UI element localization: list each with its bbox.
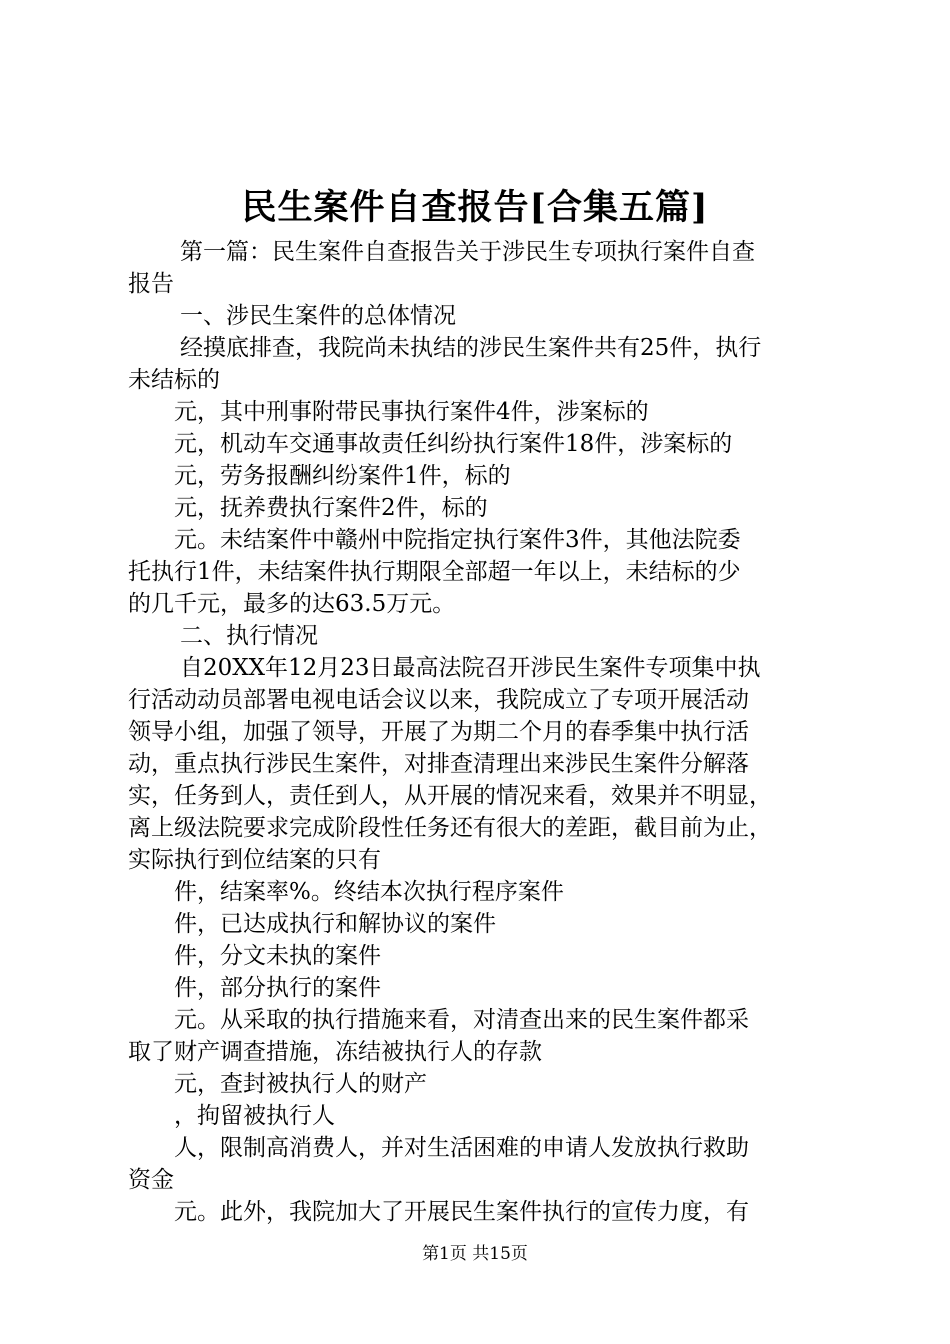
- text-line: 经摸底排查，我院尚未执结的涉民生案件共有25件，执行: [180, 335, 762, 361]
- section-heading: 一、涉民生案件的总体情况: [180, 303, 456, 329]
- text-line: 件，已达成执行和解协议的案件: [174, 911, 496, 937]
- document-title: 民生案件自查报告[合集五篇]: [241, 187, 709, 228]
- text-line: 元，机动车交通事故责任纠纷执行案件18件，涉案标的: [174, 431, 733, 457]
- text-line: 领导小组，加强了领导，开展了为期二个月的春季集中执行活: [128, 719, 749, 745]
- text-line: 元。未结案件中赣州中院指定执行案件3件，其他法院委: [174, 527, 741, 553]
- text-line: 元，劳务报酬纠纷案件1件，标的: [174, 463, 511, 489]
- text-line: 元，查封被执行人的财产: [174, 1071, 427, 1097]
- text-line: 第一篇：民生案件自查报告关于涉民生专项执行案件自查: [180, 239, 755, 265]
- text-line: 的几千元，最多的达63.5万元。: [128, 591, 456, 617]
- text-line: 托执行1件，未结案件执行期限全部超一年以上，未结标的少: [128, 559, 741, 585]
- text-line: 件，部分执行的案件: [174, 975, 381, 1001]
- text-line: 离上级法院要求完成阶段性任务还有很大的差距，截目前为止，: [128, 815, 772, 841]
- text-line: 元。从采取的执行措施来看，对清查出来的民生案件都采: [174, 1007, 749, 1033]
- section-heading: 二、执行情况: [180, 623, 318, 649]
- text-line: 元，其中刑事附带民事执行案件4件，涉案标的: [174, 399, 649, 425]
- text-line: 实，任务到人，责任到人，从开展的情况来看，效果并不明显，: [128, 783, 772, 809]
- text-line: 取了财产调查措施，冻结被执行人的存款: [128, 1039, 542, 1065]
- text-line: 自20XX年12月23日最高法院召开涉民生案件专项集中执: [180, 655, 761, 681]
- text-line: 元，抚养费执行案件2件，标的: [174, 495, 488, 521]
- text-line: ，拘留被执行人: [174, 1103, 335, 1129]
- document-body: [128, 236, 828, 1228]
- text-line: 行活动动员部署电视电话会议以来，我院成立了专项开展活动: [128, 687, 749, 713]
- text-line: 人，限制高消费人，并对生活困难的申请人发放执行救助: [174, 1135, 749, 1161]
- text-line: 实际执行到位结案的只有: [128, 847, 381, 873]
- text-line: 动，重点执行涉民生案件，对排查清理出来涉民生案件分解落: [128, 751, 749, 777]
- text-line: 件，分文未执的案件: [174, 943, 381, 969]
- page-number-footer: 第1页 共15页: [422, 1244, 528, 1264]
- text-line: 报告: [128, 271, 174, 297]
- text-line: 未结标的: [128, 367, 220, 393]
- text-line: 件，结案率%。终结本次执行程序案件: [174, 879, 564, 905]
- text-line: 元。此外，我院加大了开展民生案件执行的宣传力度，有: [174, 1199, 749, 1225]
- text-line: 资金: [128, 1167, 174, 1193]
